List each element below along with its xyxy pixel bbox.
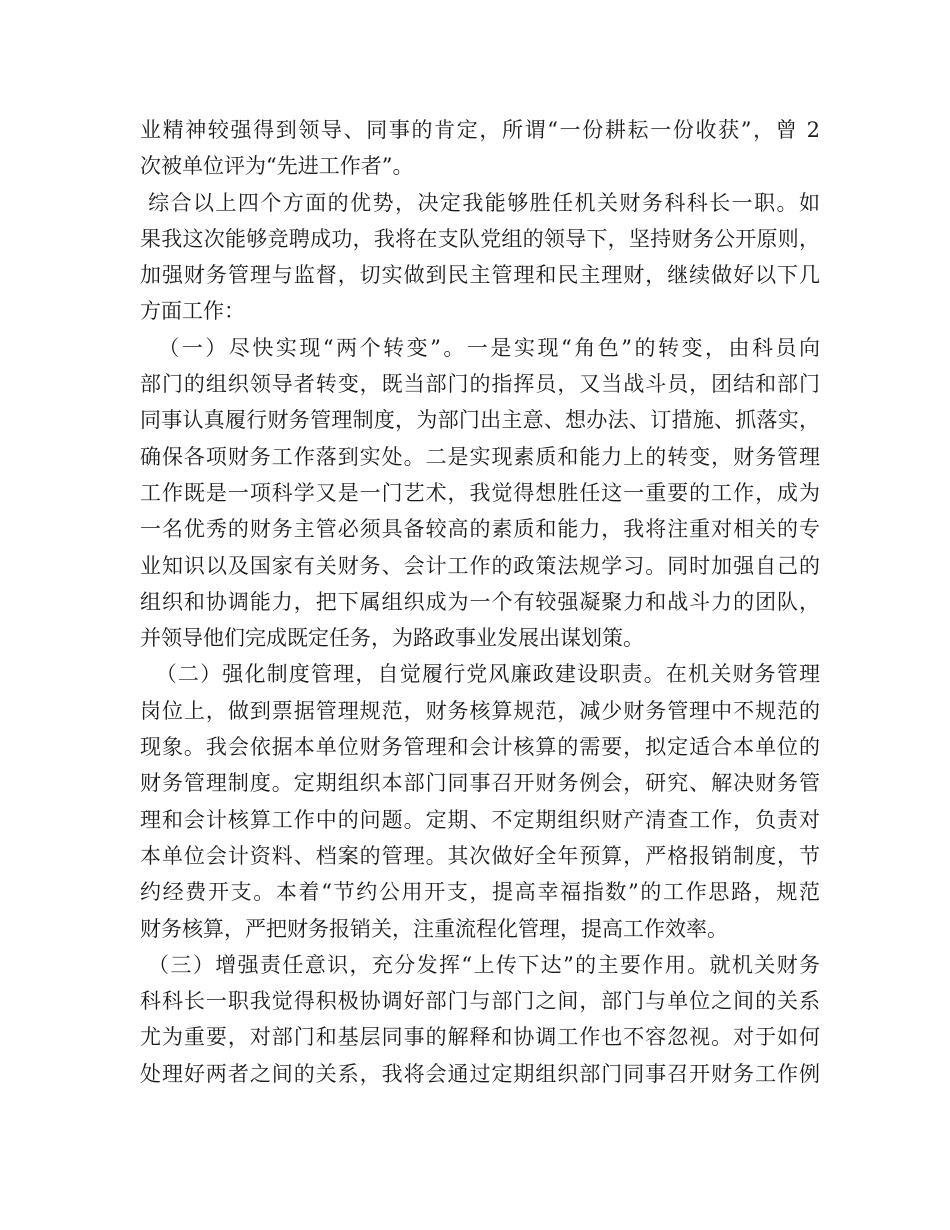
text-line: 本单位会计资料、档案的管理。其次做好全年预算，严格报销制度，节 xyxy=(140,843,820,868)
text-line: 现象。我会依据本单位财务管理和会计核算的需要，拟定适合本单位的 xyxy=(140,735,820,760)
text-line: 一名优秀的财务主管必须具备较高的素质和能力，我将注重对相关的专 xyxy=(140,517,820,542)
text-line: 业知识以及国家有关财务、会计工作的政策法规学习。同时加强自己的 xyxy=(140,553,820,578)
section-heading-line: （一）尽快实现“两个转变”。一是实现“角色”的转变，由科员向 xyxy=(140,335,820,360)
text-line: 科科长一职我觉得积极协调好部门与部门之间，部门与单位之间的关系 xyxy=(140,989,820,1014)
text-line: 部门的组织领导者转变，既当部门的指挥员，又当战斗员，团结和部门 xyxy=(140,372,820,397)
document-body xyxy=(140,112,820,1092)
text-line: 次被单位评为“先进工作者”。 xyxy=(140,154,414,179)
text-line: 约经费开支。本着“节约公用开支，提高幸福指数”的工作思路，规范 xyxy=(140,880,820,905)
text-line: 组织和协调能力，把下属组织成为一个有较强凝聚力和战斗力的团队， xyxy=(140,589,820,614)
section-heading-line: （三）增强责任意识，充分发挥“上传下达”的主要作用。就机关财务 xyxy=(140,952,820,977)
text-line: 果我这次能够竞聘成功，我将在支队党组的领导下，坚持财务公开原则， xyxy=(140,226,820,251)
text-line: 处理好两者之间的关系，我将会通过定期组织部门同事召开财务工作例 xyxy=(140,1061,820,1086)
text-line: 方面工作： xyxy=(140,299,245,324)
text-line: 业精神较强得到领导、同事的肯定，所谓“一份耕耘一份收获”，曾 2 xyxy=(140,118,820,142)
text-line: 并领导他们完成既定任务，为路政事业发展出谋划策。 xyxy=(140,626,644,651)
text-line: 尤为重要，对部门和基层同事的解释和协调工作也不容忽视。对于如何 xyxy=(140,1025,820,1050)
text-line: 岗位上，做到票据管理规范，财务核算规范，减少财务管理中不规范的 xyxy=(140,698,820,723)
text-line: 同事认真履行财务管理制度，为部门出主意、想办法、订措施、抓落实， xyxy=(140,408,820,433)
text-line: 加强财务管理与监督，切实做到民主管理和民主理财，继续做好以下几 xyxy=(140,263,820,288)
text-line: 确保各项财务工作落到实处。二是实现素质和能力上的转变，财务管理 xyxy=(140,444,820,469)
section-heading-line: （二）强化制度管理，自觉履行党风廉政建设职责。在机关财务管理 xyxy=(140,662,820,687)
paragraph-start-line: 综合以上四个方面的优势，决定我能够胜任机关财务科科长一职。如 xyxy=(140,190,820,215)
text-line: 财务管理制度。定期组织本部门同事召开财务例会，研究、解决财务管 xyxy=(140,771,820,796)
text-line: 理和会计核算工作中的问题。定期、不定期组织财产清查工作，负责对 xyxy=(140,807,820,832)
text-line: 财务核算，严把财务报销关，注重流程化管理，提高工作效率。 xyxy=(140,916,728,941)
text-line: 工作既是一项科学又是一门艺术，我觉得想胜任这一重要的工作，成为 xyxy=(140,480,820,505)
